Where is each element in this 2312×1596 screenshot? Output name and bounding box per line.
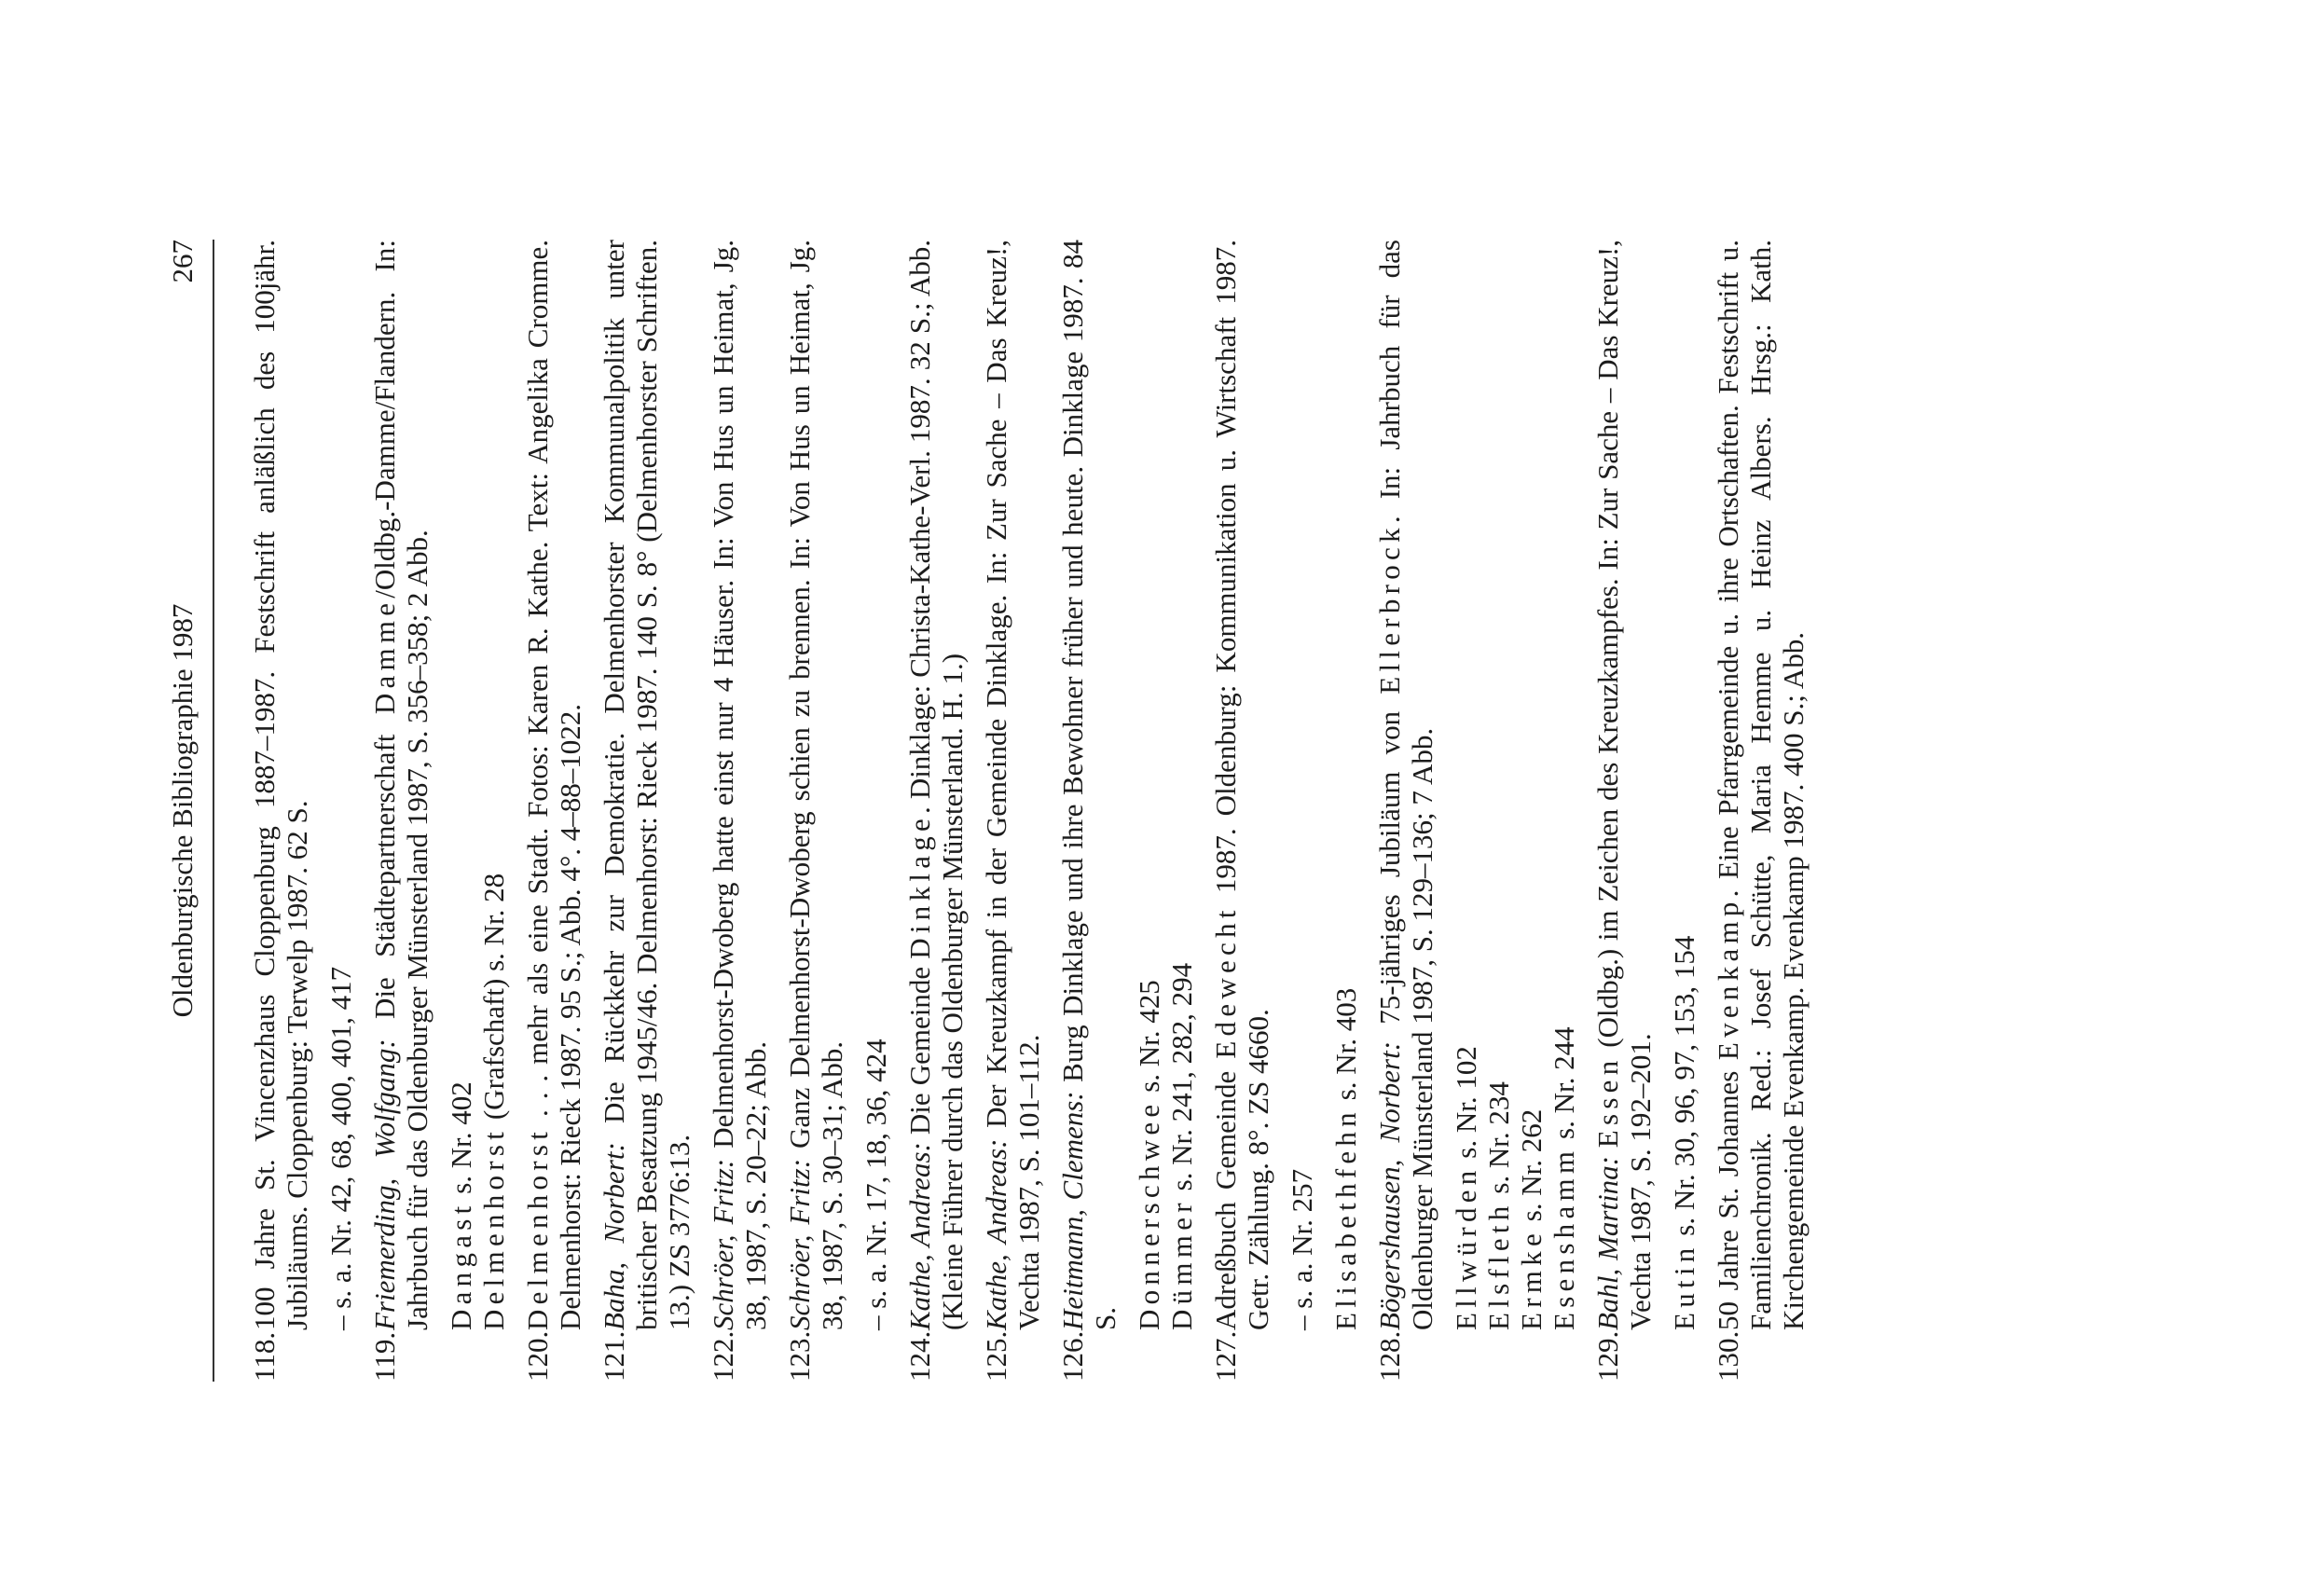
entry-120 (521, 240, 586, 1382)
entry-129 (1591, 240, 1657, 1382)
text-part: 1987. Oldenburg: Kommunikation u. Wirtschaft 1987. Getr. Zählung. 8°. ZS 4660. (1209, 240, 1274, 1330)
entry-123 (783, 240, 848, 1382)
spaced-keyword: Donnerschwee (1133, 1099, 1165, 1330)
entry-number: 120. (521, 1330, 554, 1382)
entry-text (980, 240, 1045, 1330)
header-rule (213, 240, 214, 1382)
text-part: Burg Dinklage und ihre Bewohner früher und heute. Dinklage 1987. 84 S. (1056, 239, 1122, 1330)
text-part: 50 Jahre St. Johannes (1712, 1060, 1744, 1330)
entry-number: 119. (368, 1331, 401, 1382)
running-head (166, 240, 203, 1382)
entry-text (1209, 240, 1274, 1330)
cross-reference (324, 240, 357, 1382)
entry-125 (980, 240, 1045, 1382)
entry-number: 118. (248, 1331, 281, 1382)
author: Baha, Norbert: (598, 1142, 630, 1330)
spaced-keyword: Dinklage (903, 813, 936, 959)
entry-text (1591, 240, 1657, 1330)
entry-number: 130. (1712, 1330, 1744, 1382)
spaced-keyword: Edewecht (1209, 905, 1242, 1059)
entry-text (1056, 240, 1122, 1330)
cross-reference-group (1450, 240, 1580, 1382)
entry-text (521, 240, 586, 1330)
author: Friemerding, Wolfgang: (368, 1039, 401, 1330)
spaced-keyword: Eutin (1668, 1243, 1700, 1330)
cross-reference-group (445, 240, 510, 1382)
text-part: . . . mehr als eine Stadt. Fotos: Karen R. Kathe. Text: Angelika Cromme. Delmenhorst: Rieck 1987. 95 S.; Abb. 4°. 4–88–1022. (521, 240, 586, 1330)
spaced-keyword: Dümmer (1165, 1198, 1198, 1330)
entry-121 (598, 240, 695, 1382)
spaced-keyword: Dangast (445, 1201, 477, 1330)
text-part: Ganz Delmenhorst-Dwoberg schien zu brennen. In: Von Hus un Heimat, Jg. 38, 1987, S. 30–31; Abb. (783, 239, 848, 1330)
spaced-keyword: Esenshamm (1548, 1146, 1580, 1330)
entry-number: 123. (783, 1330, 816, 1382)
see-reference (1515, 240, 1548, 1330)
entry-text (783, 240, 848, 1330)
spaced-keyword: Elisabethfehn (1329, 1108, 1362, 1330)
entry-number: 124. (903, 1330, 936, 1382)
entry-text (903, 240, 969, 1330)
see-reference (1329, 240, 1362, 1330)
see-reference (445, 240, 477, 1330)
text-part: Die Städtepartnerschaft (368, 714, 401, 1039)
cross-reference (1286, 240, 1318, 1382)
text-part: Delmenhorst-Dwoberg hatte einst nur 4 Häuser. In: Von Hus un Heimat, Jg. 38, 1987, S. 20–22; Abb. (707, 239, 772, 1330)
spaced-keyword: Ellwürden (1450, 1165, 1482, 1330)
spaced-keyword: Elsfleth (1482, 1201, 1515, 1330)
see-reference (1482, 240, 1515, 1330)
author: Bahl, Martina: (1591, 1155, 1624, 1330)
running-title: Oldenburgische Bibliographie 1987 (166, 603, 199, 1018)
entry-number: 127. (1209, 1330, 1242, 1382)
text-part: Adreßbuch Gemeinde (1209, 1058, 1242, 1330)
spaced-keyword: Evenkamp (1712, 897, 1744, 1061)
spaced-keyword: Ellerbrock (1373, 523, 1406, 695)
entry-126 (1056, 240, 1122, 1382)
text-part: /Oldbg.-Damme/Flandern. In: Jahrbuch für das Oldenburger Münsterland 1987, S. 356–358; 2 Abb. (368, 240, 434, 1330)
entry-number: 122. (707, 1330, 739, 1382)
ref-text: (Grafschaft) s. Nr. 28 (477, 873, 510, 1127)
author: Schröer, Fritz: (707, 1158, 739, 1330)
ref-text: s. Nr. 234 (1482, 1081, 1515, 1202)
text-part: Die Rückkehr zur Demokratie. Delmenhorster Kommunalpolitik unter britischer Besatzung 1945/46. Delmenhorst: Rieck 1987. 140 S. 8° (Delmenhorster Schriften. 13.) ZS 3776:13. (598, 240, 695, 1330)
entry-118 (248, 240, 313, 1382)
spaced-keyword: Damme (368, 598, 401, 715)
entry-text (1712, 240, 1810, 1330)
ref-text: s. Nr. 425 (1133, 980, 1165, 1100)
cross-reference-group (1133, 240, 1198, 1382)
see-reference (1548, 240, 1580, 1330)
cross-reference (1329, 240, 1362, 1382)
entry-text (368, 240, 434, 1330)
text-part: 75-jähriges Jubiläum von (1373, 694, 1406, 1041)
text-part (1591, 1148, 1624, 1156)
entry-130 (1712, 240, 1810, 1382)
bibliography-body (248, 240, 1821, 1382)
entry-124 (903, 240, 969, 1382)
entry-119 (368, 240, 434, 1382)
spaced-keyword: Delmenhorst (477, 1126, 510, 1330)
text-part: Die Gemeinde (903, 958, 936, 1143)
entry-number: 129. (1591, 1330, 1624, 1382)
author: Kathe, Andreas: (980, 1138, 1012, 1330)
author: Heitmann, Clemens: (1056, 1091, 1089, 1330)
ref-text: s. Nr. 102 (1450, 1046, 1482, 1166)
see-reference (1668, 240, 1700, 1330)
cross-reference (860, 240, 892, 1382)
spaced-keyword: Ermke (1515, 1229, 1548, 1330)
text-part: Der Kreuzkampf in der Gemeinde Dinklage. In: Zur Sache – Das Kreuz!, Vechta 1987, S. 101–112. (980, 240, 1045, 1330)
entry-number: 128. (1373, 1330, 1406, 1382)
ref-text: s. Nr. 30, 96, 97, 153, 154 (1668, 935, 1700, 1244)
ref-text: s. Nr. 262 (1515, 1108, 1548, 1230)
page-number: 267 (166, 240, 199, 283)
cross-reference (1668, 240, 1700, 1382)
see-reference (477, 240, 510, 1330)
spaced-keyword: Delmenhorst (521, 1126, 554, 1330)
text-part: . Eine Pfarrgemeinde u. ihre Ortschaften. Festschrift u. Familienchronik. Red.: Josef Schütte, Maria Hemme u. Heinz Albers. Hrsg.: Kath. Kirchengemeinde Evenkamp. Evenkamp 1987. 400 S.; Abb. (1712, 239, 1810, 1330)
entry-number: 126. (1056, 1330, 1089, 1382)
author: Bögershausen, Norbert: (1373, 1040, 1406, 1330)
text-part: (Oldbg.) im Zeichen des Kreuzkampfes. In: Zur Sache – Das Kreuz!, Vechta 1987, S. 192–201. (1591, 240, 1657, 1330)
see-reference (1450, 240, 1482, 1330)
ref-text: s. Nr. 403 (1329, 987, 1362, 1108)
see-also: – s. a. Nr. 42, 68, 400, 401, 417 (324, 966, 357, 1330)
entry-122 (707, 240, 772, 1382)
author: Schröer, Fritz: (783, 1158, 816, 1330)
see-reference (1133, 240, 1165, 1330)
text-part: . Dinklage: Christa-Kathe-Verl. 1987. 32 S.; Abb. (Kleine Führer durch das Oldenburger Münsterland. H. 1.) (903, 240, 969, 1330)
ref-text: s. Nr. 402 (445, 1081, 477, 1202)
ref-text: s. Nr. 244 (1548, 1026, 1580, 1147)
entry-number: 125. (980, 1330, 1012, 1382)
entry-number: 121. (598, 1330, 630, 1382)
spaced-keyword: Essen (1591, 1055, 1624, 1149)
entry-127 (1209, 240, 1274, 1382)
entry-text (598, 240, 695, 1330)
see-reference (1165, 240, 1198, 1330)
author: Kathe, Andreas: (903, 1142, 936, 1330)
entry-text: 100 Jahre St. Vincenzhaus Cloppenburg 1887–1987. Festschrift anläßlich des 100jähr. Jubiläums. Cloppenburg: Terwelp 1987. 62 S. (248, 240, 313, 1330)
text-part: . In: Jahrbuch für das Oldenburger Münsterland 1987, S. 129–136; 7 Abb. (1373, 239, 1438, 1330)
see-also: – s. a. Nr. 257 (1286, 1168, 1318, 1330)
ref-text: s. Nr. 241, 282, 294 (1165, 962, 1198, 1199)
see-also: – s. a. Nr. 17, 18, 36, 424 (860, 1039, 892, 1330)
entry-text (707, 240, 772, 1330)
entry-128 (1373, 240, 1438, 1382)
entry-text (1373, 240, 1438, 1330)
